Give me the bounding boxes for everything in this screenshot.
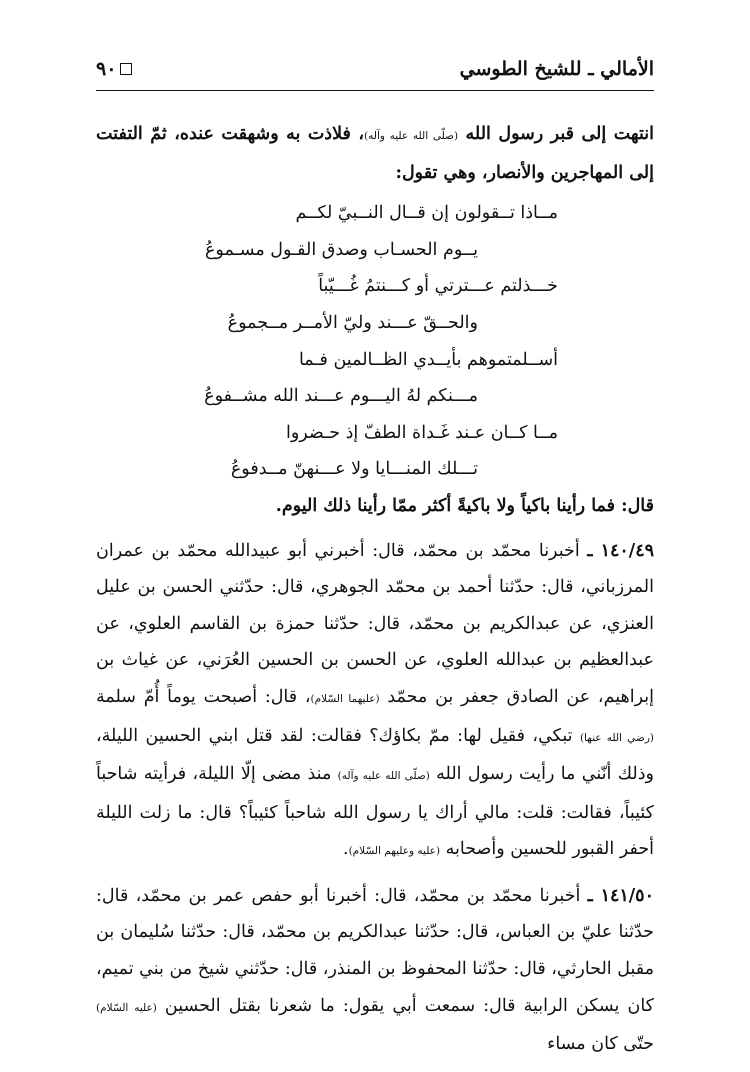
page-body	[96, 116, 654, 1063]
poem-verse: مــاذا تــقولون إن قــال النــبيّ لكــم	[295, 203, 558, 224]
narration-text: ، قال: أصبحت يوماً أُمّ سلمة	[96, 686, 311, 707]
honorific-phrase: (رضي الله عنها)	[579, 731, 654, 744]
poem-verse: تـــلك المنـــايا ولا عـــنهنّ مــدفوعُ	[230, 459, 478, 480]
page-number	[96, 58, 132, 80]
poem-verse: أســلمتموهم بأيــدي الظــالمين فـما	[298, 349, 558, 370]
closing-line: قال: فما رأينا باكياً ولا باكيةً أكثر ممّا رأينا ذلك اليوم.	[275, 495, 654, 516]
running-header	[96, 56, 654, 91]
book-title: الأمالي ـ للشيخ الطوسي	[459, 58, 654, 80]
honorific-phrase: (عليه وعليهم السّلام)	[348, 845, 441, 858]
square-box-icon	[120, 63, 132, 75]
narration-140	[96, 533, 654, 870]
poem	[96, 195, 654, 488]
intro-text-1: انتهت إلى قبر رسول الله	[458, 124, 654, 144]
narration-text: تبكي، فقيل لها: ممّ بكاؤك؟ فقالت: لقد قتل ابني الحسين الليلة، وذلك أنّني ما رأيت رسول الله	[96, 725, 654, 785]
narration-number: ١٤١/٥٠ ـ	[587, 885, 654, 906]
honorific-phrase: (صلّى الله عليه وآله)	[364, 130, 459, 142]
poem-verse: والحــقّ عـــند وليّ الأمــر مــجموعُ	[227, 312, 478, 333]
narration-text: حتّى كان مساء	[547, 1034, 654, 1055]
poem-verse: مـــنكم لهُ اليـــوم عـــند الله مشــفوعُ	[204, 386, 478, 407]
poem-verse: مــا كــان عـند غَـداة الطفّ إذ حـضروا	[285, 422, 558, 443]
page-number-value: ٩٠	[96, 58, 117, 80]
poem-verse: خـــذلتم عـــترتي أو كـــنتمُ غُـــيّباً	[318, 276, 558, 297]
narration-141	[96, 878, 654, 1063]
honorific-phrase: (عليهما السّلام)	[310, 692, 380, 705]
narration-number: ١٤٠/٤٩ ـ	[587, 540, 654, 561]
narration-text: منذ مضى إلّا الليلة، فرأيته شاحباً كئيباً، فقالت: قلت: مالي أراك يا رسول الله شاحباً كئيباً؟ قال: ما زلت الليلة أحفر القبور للحسين وأصحابه	[96, 764, 654, 860]
honorific-phrase: (عليه السّلام)	[96, 1001, 157, 1014]
intro-text-2: ، فلاذت به وشهقت عنده، ثمّ التفتت إلى المهاجرين والأنصار، وهي تقول:	[96, 124, 654, 183]
narration-text: .	[343, 839, 349, 860]
narration-text: أخبرنا محمّد بن محمّد، قال: أخبرنا أبو حفص عمر بن محمّد، قال: حدّثنا عليّ بن العباس، قال: حدّثنا عبدالكريم بن محمّد، قال: حدّثنا سُليمان بن مقبل الحارثي، قال: حدّثنا المحفوظ بن المنذر، قال: حدّثني شيخ من بني تميم، كان يسكن الرابية قال: سمعت أبي يقول: ما شعرنا بقتل الحسين	[96, 885, 654, 1016]
intro-paragraph	[96, 116, 654, 191]
honorific-phrase: (صلّى الله عليه وآله)	[337, 770, 430, 783]
narration-text: أخبرنا محمّد بن محمّد، قال: أخبرني أبو عبيدالله محمّد بن عمران المرزباني، قال: حدّثنا أحمد بن محمّد الجوهري، قال: حدّثني الحسن بن عليل العنزي، عن عبدالكريم بن محمّد، قال: حدّثنا حمزة بن القاسم العلوي، عن عبدالعظيم بن عبدالله العلوي، عن الحسن بن الحسين العُرَني، عن غياث بن إبراهيم، عن الصادق جعفر بن محمّد	[96, 540, 654, 707]
poem-verse: يــوم الحسـاب وصدق القـول مسـموعُ	[204, 239, 478, 260]
